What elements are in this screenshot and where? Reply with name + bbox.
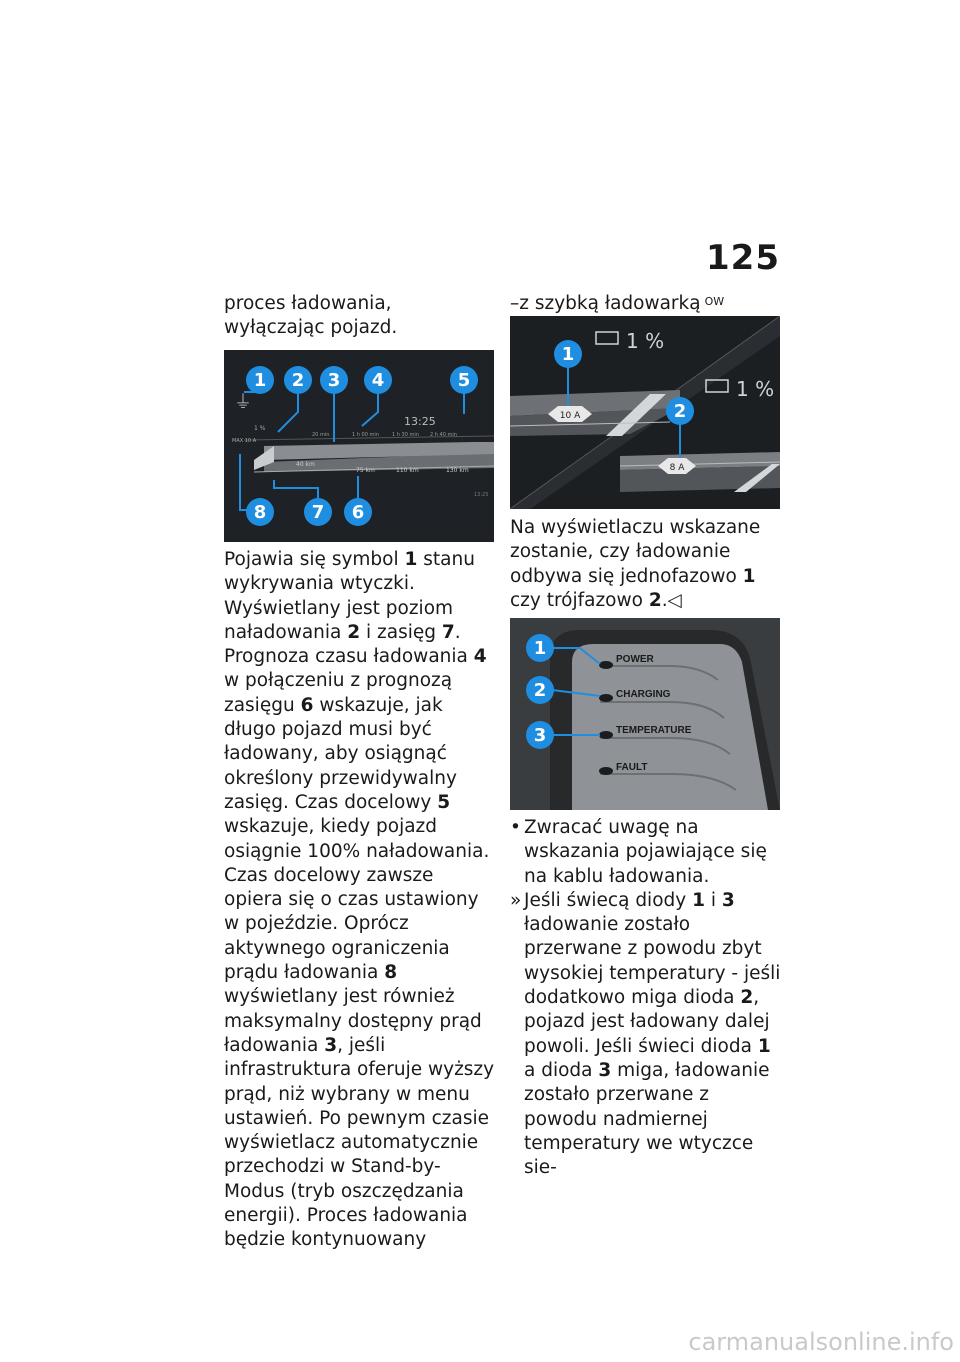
ref-number: 2 xyxy=(648,589,662,611)
callout-label: 6 xyxy=(351,502,365,523)
text-run: .◁ xyxy=(661,589,682,611)
tick-label: 130 km xyxy=(446,467,469,474)
text-run: Pojawia się symbol xyxy=(224,549,405,570)
text-run: , pojazd jest ładowany dalej powoli. Jeśli świeci dioda xyxy=(524,987,770,1057)
ref-number: 8 xyxy=(384,962,398,984)
led-temperature xyxy=(599,731,613,739)
callout-label: 4 xyxy=(371,370,385,391)
text-run: czy trójfazowo xyxy=(510,589,649,611)
instruction-list xyxy=(510,816,782,1180)
led-charging xyxy=(599,694,613,702)
tick-label: 1 h 00 min xyxy=(352,432,379,438)
ref-number: 1 xyxy=(742,565,756,587)
callout-label: 3 xyxy=(533,725,547,746)
clock-label: 13:25 xyxy=(474,492,489,498)
right-para xyxy=(510,516,782,613)
phase-screen-svg xyxy=(510,316,780,509)
right-column xyxy=(510,292,782,316)
tick-label: 75 km xyxy=(356,467,375,474)
ref-number: 4 xyxy=(473,646,487,668)
callout-label: 5 xyxy=(457,370,471,391)
arrow-item xyxy=(510,889,782,1181)
callout-label: 8 xyxy=(253,502,267,523)
callout-label: 1 xyxy=(561,344,575,365)
text-run: Jeśli świecą diody xyxy=(524,889,693,911)
led-fault xyxy=(599,767,613,775)
heading-sup: OW xyxy=(704,295,725,308)
text-run: wskazuje, kiedy pojazd osiągnie 100% naładowania. Czas docelowy zawsze opiera się o czas ustawiony w pojeździe. Oprócz aktywnego ograniczenia prądu ładowania xyxy=(224,816,490,984)
text-run: stanu wykrywania wtyczki. Wyświetlany jest poziom naładowania xyxy=(224,549,475,643)
fast-charger-heading xyxy=(510,292,782,316)
ref-number: 2 xyxy=(740,987,754,1009)
site-watermark: carmanualsonline.info xyxy=(688,1328,954,1356)
bullet-marker: • xyxy=(510,817,521,838)
callout-label: 1 xyxy=(533,638,547,659)
led-label: TEMPERATURE xyxy=(616,725,692,736)
page-number: 125 xyxy=(706,238,780,278)
tick-label: 40 km xyxy=(296,461,315,468)
heading-text: –z szybką ładowarką xyxy=(510,293,701,314)
bullet-text: Zwracać uwagę na wskazania pojawiające się na kablu ładowania. xyxy=(524,817,767,887)
ref-number: 5 xyxy=(437,791,451,813)
text-run: ładowanie zostało przerwane z powodu zbyt wysokiej temperatury - jeśli dodatkowo miga dioda xyxy=(524,914,781,1009)
ref-number: 3 xyxy=(324,1034,338,1056)
ref-number: 7 xyxy=(441,621,455,643)
ref-number: 1 xyxy=(404,549,418,570)
text-run: i xyxy=(704,889,722,911)
led-label: CHARGING xyxy=(616,689,671,700)
charging-screen-figure xyxy=(224,350,494,542)
callout-label: 7 xyxy=(311,502,325,523)
arrow-marker: » xyxy=(510,889,522,911)
phase-paragraph xyxy=(510,516,782,613)
tick-label: 20 min xyxy=(312,432,330,438)
ref-number: 2 xyxy=(347,621,361,643)
right-list xyxy=(510,816,782,1180)
tick-label: 1 h 30 min xyxy=(392,432,419,438)
percent-top: 1 % xyxy=(626,329,665,353)
phase-label: 10 A xyxy=(559,411,581,421)
bullet-item xyxy=(510,816,782,889)
led-label: FAULT xyxy=(616,762,648,773)
plug-icon: ⏚ xyxy=(234,392,252,413)
text-run: Na wyświetlaczu wskazane zostanie, czy ładowanie odbywa się jednofazowo xyxy=(510,517,761,587)
callout-label: 2 xyxy=(533,680,547,701)
text-run: w połączeniu z prognozą zasięgu xyxy=(224,670,453,716)
led-power xyxy=(599,661,613,669)
left-column xyxy=(224,292,496,341)
led-label: POWER xyxy=(616,654,654,665)
ref-number: 6 xyxy=(300,694,314,716)
callout-label: 2 xyxy=(291,370,305,391)
phase-label: 8 A xyxy=(669,463,685,473)
tick-label: 2 h 40 min xyxy=(430,432,457,438)
text-run: miga, ładowanie zostało przerwane z powodu nadmiernej temperatury we wtyczce sie- xyxy=(524,1059,770,1179)
text-run: wskazuje, jak długo pojazd musi być ładowany, aby osiągnąć określony przewidywalny zasięg. Czas docelowy xyxy=(224,694,457,813)
ref-number: 1 xyxy=(692,889,705,911)
text-run: . Prognoza czasu ładowania xyxy=(224,621,474,668)
ref-number: 3 xyxy=(598,1059,612,1081)
text-run: a dioda xyxy=(524,1059,599,1081)
intro-text: proces ładowania, wyłączając pojazd. xyxy=(224,293,398,339)
text-run: , jeśli infrastruktura oferuje wyższy prąd, niż wybrany w menu ustawień. Po pewnym czasie wyświetlacz automatycznie przechodzi w Stand-by-Modus (tryb oszczędzania energii). Proces ładowania będzie kontynuowany xyxy=(224,1034,495,1251)
callout-label: 1 xyxy=(253,370,267,391)
target-time: 13:25 xyxy=(404,415,436,428)
tick-label: 110 km xyxy=(396,467,419,474)
cable-leds-svg xyxy=(510,618,780,810)
ref-number: 1 xyxy=(757,1035,771,1057)
text-run: i zasięg xyxy=(360,621,442,643)
cable-leds-figure xyxy=(510,618,780,810)
charging-screen-svg xyxy=(224,350,494,542)
left-paragraph xyxy=(224,548,496,1253)
percent-bottom: 1 % xyxy=(736,377,775,401)
left-body xyxy=(224,548,496,1253)
text-run: wyświetlany jest również maksymalny dostępny prąd ładowania xyxy=(224,986,482,1056)
phase-screen-figure xyxy=(510,316,780,509)
max-label: MAX 10 A xyxy=(232,438,257,444)
callout-label: 3 xyxy=(327,370,341,391)
callout-label: 2 xyxy=(673,401,687,422)
percent-label: 1 % xyxy=(254,425,266,432)
ref-number: 3 xyxy=(721,889,735,911)
